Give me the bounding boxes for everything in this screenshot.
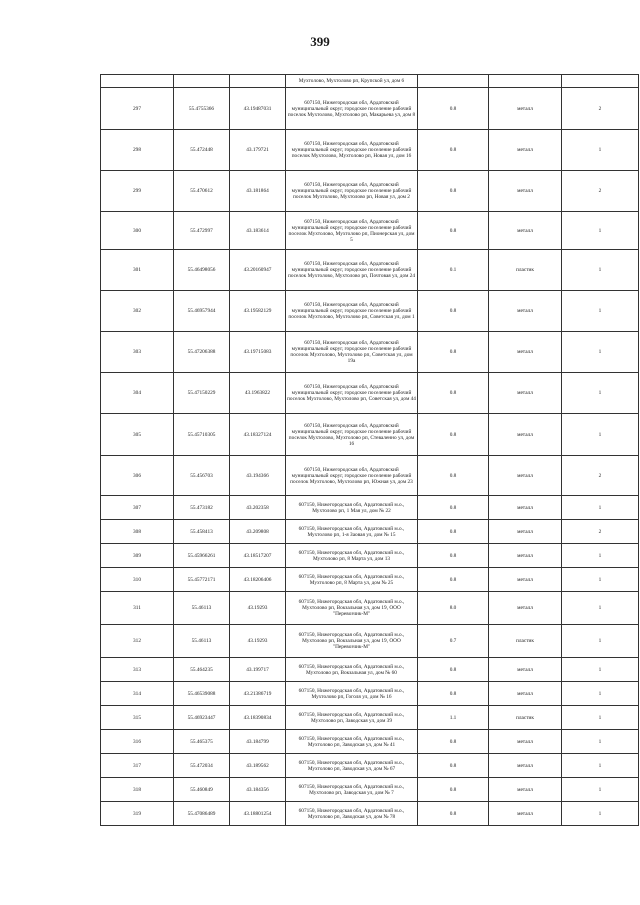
longitude-cell: 43.19715083 [230,332,286,373]
longitude-cell [230,75,286,88]
longitude-cell: 43.202358 [230,496,286,520]
material-cell: металл [489,212,562,250]
latitude-cell: 55.45772171 [174,568,230,592]
address-cell: 607150, Нижегородская обл, Ардатовский муниципальный округ, городское поселение рабочий поселок Мухтолово, Мухтолово рп, Советская ул, дом 1 [286,291,418,332]
address-cell: 607150, Нижегородская обл, Ардатовский м.о., Мухтолово рп, 8 Марта ул, дом № 25 [286,568,418,592]
latitude-cell: 55.470612 [174,171,230,212]
latitude-cell: 55.464235 [174,658,230,682]
latitude-cell: 55.45966261 [174,544,230,568]
count-cell: 2 [562,456,639,496]
latitude-cell: 55.4755366 [174,88,230,130]
table-row [101,75,639,88]
longitude-cell: 43.21386719 [230,682,286,706]
table-row [101,291,639,332]
latitude-cell: 55.46113 [174,625,230,658]
count-cell: 1 [562,682,639,706]
longitude-cell: 43.189562 [230,754,286,778]
row-number-cell: 304 [101,373,174,414]
material-cell: металл [489,592,562,625]
longitude-cell: 43.19293 [230,625,286,658]
count-cell: 1 [562,291,639,332]
volume-cell: 0.8 [418,520,489,544]
material-cell: металл [489,730,562,754]
material-cell: металл [489,658,562,682]
volume-cell: 0.8 [418,212,489,250]
count-cell: 1 [562,658,639,682]
count-cell: 1 [562,625,639,658]
material-cell: металл [489,754,562,778]
table-body [101,75,639,826]
material-cell: металл [489,682,562,706]
longitude-cell: 43.19293 [230,592,286,625]
volume-cell: 0.8 [418,730,489,754]
table-row [101,568,639,592]
volume-cell: 0.8 [418,778,489,802]
count-cell: 2 [562,88,639,130]
material-cell: металл [489,496,562,520]
material-cell: металл [489,171,562,212]
volume-cell: 0.8 [418,291,489,332]
count-cell: 1 [562,592,639,625]
count-cell: 1 [562,373,639,414]
material-cell: металл [489,88,562,130]
table-row [101,592,639,625]
latitude-cell: 55.47206388 [174,332,230,373]
volume-cell: 1.1 [418,706,489,730]
row-number-cell: 319 [101,802,174,826]
volume-cell: 0.8 [418,332,489,373]
row-number-cell: 309 [101,544,174,568]
material-cell: металл [489,520,562,544]
material-cell: металл [489,802,562,826]
volume-cell: 0.8 [418,682,489,706]
material-cell: пластик [489,625,562,658]
longitude-cell: 43.18206406 [230,568,286,592]
volume-cell: 0.8 [418,568,489,592]
address-cell: 607150, Нижегородская обл, Ардатовский муниципальный округ, городское поселение рабочий поселок Мухтолово, Мухтолово рп, Макарьева ул, дом 8 [286,88,418,130]
address-cell: 607150, Нижегородская обл, Ардатовский муниципальный округ, городское поселение рабочий поселок Мухтолово, Мухтолово рп, Пионерская ул, дом 5 [286,212,418,250]
address-cell: 607150, Нижегородская обл, Ардатовский м.о., Мухтолово рп, 1 Мая ул, дом № 22 [286,496,418,520]
table-row [101,658,639,682]
material-cell [489,75,562,88]
address-cell: 607150, Нижегородская обл, Ардатовский м.о., Мухтолово рп, Заводская ул, дом № 67 [286,754,418,778]
row-number-cell: 298 [101,130,174,171]
material-cell: металл [489,414,562,456]
count-cell: 1 [562,130,639,171]
volume-cell: 0.8 [418,658,489,682]
longitude-cell: 43.184799 [230,730,286,754]
longitude-cell: 43.18801254 [230,802,286,826]
address-cell: 607150, Нижегородская обл, Ардатовский м.о., Мухтолово рп, Заводская ул, дом № 41 [286,730,418,754]
count-cell: 1 [562,730,639,754]
longitude-cell: 43.184356 [230,778,286,802]
volume-cell: 8.0 [418,592,489,625]
table-row [101,625,639,658]
volume-cell: 0.8 [418,496,489,520]
volume-cell: 0.8 [418,414,489,456]
row-number-cell: 310 [101,568,174,592]
count-cell: 1 [562,544,639,568]
table-row [101,171,639,212]
page-number: 399 [310,34,330,49]
material-cell: металл [489,332,562,373]
row-number-cell: 312 [101,625,174,658]
count-cell: 2 [562,520,639,544]
longitude-cell: 43.19487031 [230,88,286,130]
table-row [101,682,639,706]
material-cell: пластик [489,706,562,730]
row-number-cell: 305 [101,414,174,456]
latitude-cell: 55.472034 [174,754,230,778]
count-cell: 1 [562,414,639,456]
row-number-cell: 306 [101,456,174,496]
latitude-cell: 55.46498056 [174,250,230,291]
table-row [101,544,639,568]
count-cell: 2 [562,171,639,212]
table-row [101,706,639,730]
address-cell: 607150, Нижегородская обл, Ардатовский муниципальный округ, городское поселение рабочий поселок Мухтолово, Мухтолово рп, Новая ул, дом 16 [286,130,418,171]
longitude-cell: 43.1963822 [230,373,286,414]
address-cell: Мухтолово, Мухтолово рп, Крупской ул, дом 6 [286,75,418,88]
table-row [101,373,639,414]
longitude-cell: 43.194366 [230,456,286,496]
table-row [101,212,639,250]
table-row [101,778,639,802]
count-cell: 1 [562,754,639,778]
row-number-cell: 303 [101,332,174,373]
table-row [101,730,639,754]
material-cell: металл [489,778,562,802]
address-cell: 607150, Нижегородская обл, Ардатовский м.о., Мухтолово рп, 8 Марта ул, дом 13 [286,544,418,568]
table-row [101,802,639,826]
latitude-cell: 55.472448 [174,130,230,171]
row-number-cell: 314 [101,682,174,706]
address-cell: 607150, Нижегородская обл, Ардатовский м.о., Мухтолово рп, Вокзальная ул, дом 19, ООО "Перевозчик-М" [286,625,418,658]
volume-cell: 0.8 [418,373,489,414]
longitude-cell: 43.199717 [230,658,286,682]
container-sites-table [100,74,639,826]
latitude-cell: 55.46957944 [174,291,230,332]
material-cell: пластик [489,250,562,291]
table-row [101,332,639,373]
table-row [101,456,639,496]
count-cell: 1 [562,706,639,730]
latitude-cell: 55.456703 [174,456,230,496]
latitude-cell: 55.465375 [174,730,230,754]
longitude-cell: 43.183614 [230,212,286,250]
latitude-cell: 55.473182 [174,496,230,520]
latitude-cell: 55.472997 [174,212,230,250]
row-number-cell: 318 [101,778,174,802]
volume-cell: 0.8 [418,754,489,778]
longitude-cell: 43.209808 [230,520,286,544]
row-number-cell: 313 [101,658,174,682]
volume-cell: 0.8 [418,171,489,212]
volume-cell: 0.1 [418,250,489,291]
longitude-cell: 43.18327124 [230,414,286,456]
row-number-cell [101,75,174,88]
longitude-cell: 43.18390834 [230,706,286,730]
latitude-cell [174,75,230,88]
material-cell: металл [489,130,562,171]
address-cell: 607150, Нижегородская обл, Ардатовский муниципальный округ, городское поселение рабочий поселок Мухтолово, Мухтолово рп, Южная ул, дом 23 [286,456,418,496]
material-cell: металл [489,544,562,568]
longitude-cell: 43.179721 [230,130,286,171]
row-number-cell: 297 [101,88,174,130]
table-row [101,130,639,171]
count-cell: 1 [562,332,639,373]
address-cell: 607150, Нижегородская обл, Ардатовский м.о., Мухтолово рп, Заводская ул, дом 39 [286,706,418,730]
row-number-cell: 317 [101,754,174,778]
latitude-cell: 55.46923447 [174,706,230,730]
row-number-cell: 300 [101,212,174,250]
volume-cell: 0.8 [418,88,489,130]
count-cell [562,75,639,88]
row-number-cell: 316 [101,730,174,754]
row-number-cell: 308 [101,520,174,544]
row-number-cell: 315 [101,706,174,730]
latitude-cell: 55.46113 [174,592,230,625]
longitude-cell: 43.19582129 [230,291,286,332]
row-number-cell: 311 [101,592,174,625]
count-cell: 1 [562,496,639,520]
material-cell: металл [489,568,562,592]
address-cell: 607150, Нижегородская обл, Ардатовский м.о., Мухтолово рп, 1-я Заовая ул, дом № 15 [286,520,418,544]
row-number-cell: 299 [101,171,174,212]
volume-cell: 0.7 [418,625,489,658]
table-row [101,250,639,291]
address-cell: 607150, Нижегородская обл, Ардатовский м.о., Мухтолово рп, Заводская ул, дом № 7 [286,778,418,802]
row-number-cell: 307 [101,496,174,520]
table-row [101,88,639,130]
volume-cell: 0.8 [418,456,489,496]
address-cell: 607150, Нижегородская обл, Ардатовский муниципальный округ, городское поселение рабочий поселок Мухтолово, Мухтолово рп, Стеваленно ул, дом 16 [286,414,418,456]
row-number-cell: 301 [101,250,174,291]
address-cell: 607150, Нижегородская обл, Ардатовский муниципальный округ, городское поселение рабочий поселок Мухтолово, Мухтолово рп, Новая ул, дом 2 [286,171,418,212]
latitude-cell: 55.45710305 [174,414,230,456]
latitude-cell: 55.460849 [174,778,230,802]
row-number-cell: 302 [101,291,174,332]
longitude-cell: 43.18517207 [230,544,286,568]
address-cell: 607150, Нижегородская обл, Ардатовский м.о., Мухтолово рп, Гоголя ул, дом № 16 [286,682,418,706]
count-cell: 1 [562,568,639,592]
table-row [101,754,639,778]
count-cell: 1 [562,778,639,802]
volume-cell [418,75,489,88]
address-cell: 607150, Нижегородская обл, Ардатовский м.о., Мухтолово рп, Вокзальная ул, дом 19, ООО "Перевозчик-М" [286,592,418,625]
volume-cell: 0.8 [418,544,489,568]
count-cell: 1 [562,212,639,250]
latitude-cell: 55.47150229 [174,373,230,414]
longitude-cell: 43.20160947 [230,250,286,291]
table-row [101,414,639,456]
address-cell: 607150, Нижегородская обл, Ардатовский муниципальный округ, городское поселение рабочий поселок Мухтолово, Мухтолово рп, Советская ул, дом 19а [286,332,418,373]
material-cell: металл [489,456,562,496]
material-cell: металл [489,291,562,332]
count-cell: 1 [562,802,639,826]
volume-cell: 0.8 [418,802,489,826]
address-cell: 607150, Нижегородская обл, Ардатовский м.о., Мухтолово рп, Вокзальная ул, дом № 60 [286,658,418,682]
address-cell: 607150, Нижегородская обл, Ардатовский м.о., Мухтолово рп, Заводская ул, дом № 78 [286,802,418,826]
latitude-cell: 55.458413 [174,520,230,544]
count-cell: 1 [562,250,639,291]
address-cell: 607150, Нижегородская обл, Ардатовский муниципальный округ, городское поселение рабочий поселок Мухтолово, Мухтолово рп, Советская ул, дом 44 [286,373,418,414]
volume-cell: 0.8 [418,130,489,171]
table-row [101,496,639,520]
latitude-cell: 55.47086489 [174,802,230,826]
material-cell: металл [489,373,562,414]
longitude-cell: 43.181864 [230,171,286,212]
address-cell: 607150, Нижегородская обл, Ардатовский муниципальный округ, городское поселение рабочий поселок Мухтолово, Мухтолово рп, Почтовая ул, дом 24 [286,250,418,291]
latitude-cell: 55.46539088 [174,682,230,706]
table-row [101,520,639,544]
